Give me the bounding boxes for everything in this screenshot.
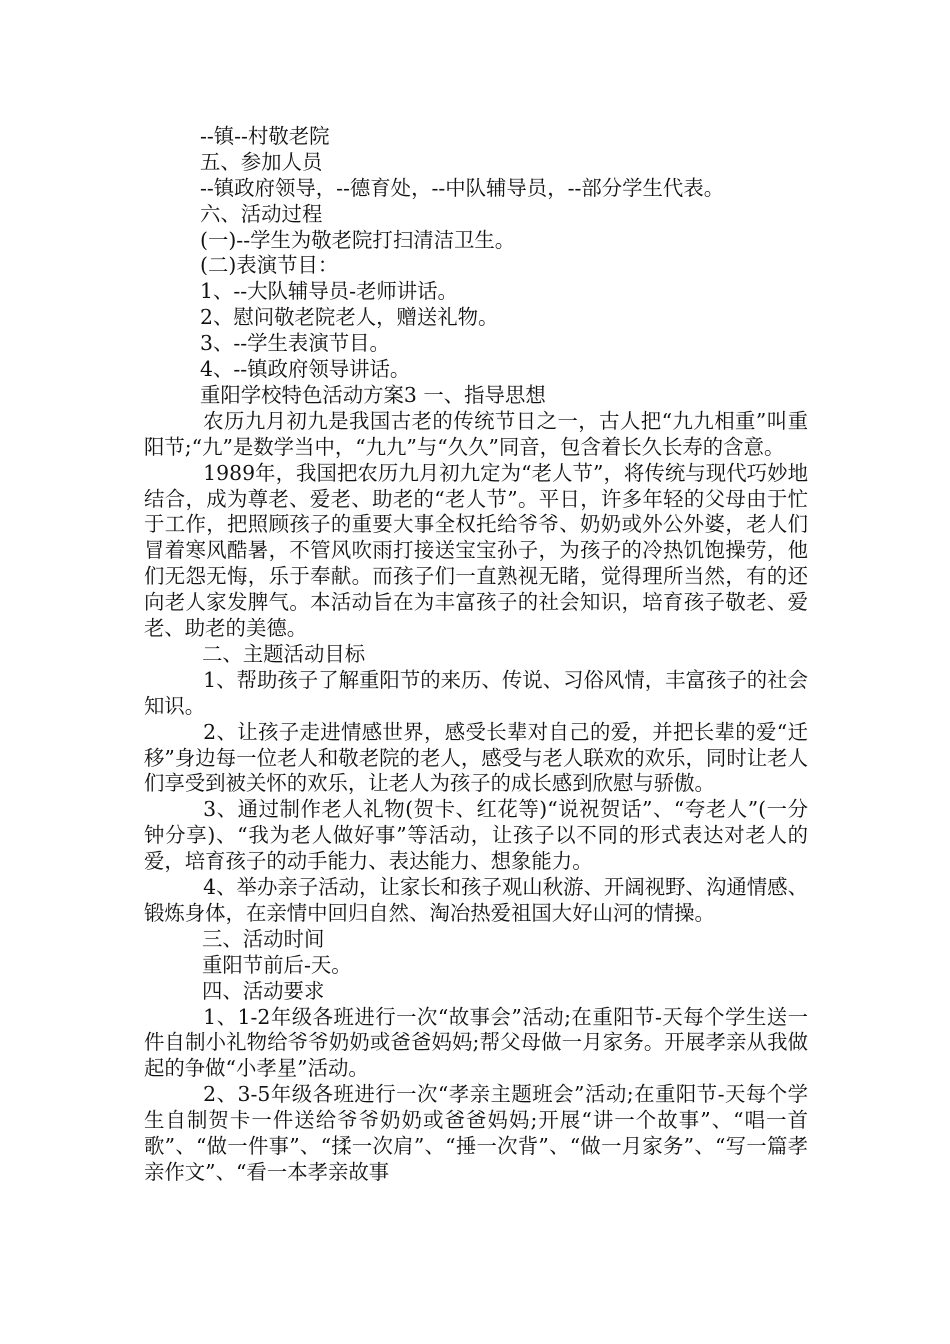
- paragraph: 农历九月初九是我国古老的传统节日之一，古人把“九九相重”叫重阳节;“九”是数学当中，“九九”与“久久”同音，包含着长久长寿的含意。: [144, 408, 808, 459]
- section-heading: 五、参加人员: [200, 149, 323, 174]
- list-item: 3、--学生表演节目。: [200, 331, 390, 356]
- paragraph: 2、3-5年级各班进行一次“孝亲主题班会”活动;在重阳节-天每个学生自制贺卡一件送给爷爷奶奶或爸爸妈妈;开展“讲一个故事”、“唱一首歌”、“做一件事”、“揉一次肩”、“捶一次背”、“做一月家务”、“写一篇孝亲作文”、“看一本孝亲故事: [144, 1082, 808, 1185]
- text-line: --镇政府领导，--德育处，--中队辅导员，--部分学生代表。: [200, 175, 725, 200]
- list-item: 4、--镇政府领导讲话。: [200, 357, 411, 382]
- paragraph: 1、1-2年级各班进行一次“故事会”活动;在重阳节-天每个学生送一件自制小礼物给爷爷奶奶或爸爸妈妈;帮父母做一月家务。开展孝亲从我做起的争做“小孝星”活动。: [144, 1004, 808, 1081]
- paragraph: 3、通过制作老人礼物(贺卡、红花等)“说祝贺话”、“夸老人”(一分钟分享)、“我为老人做好事”等活动，让孩子以不同的形式表达对老人的爱，培育孩子的动手能力、表达能力、想象能力。: [144, 797, 808, 874]
- paragraph: 1989年，我国把农历九月初九定为“老人节”，将传统与现代巧妙地结合，成为尊老、爱老、助老的“老人节”。平日，许多年轻的父母由于忙于工作，把照顾孩子的重要大事全权托给爷爷、奶奶或外公外婆，老人们冒着寒风酷暑，不管风吹雨打接送宝宝孙子，为孩子的冷热饥饱操劳，他们无怨无悔，乐于奉献。而孩子们一直熟视无睹，觉得理所当然，有的还向老人家发脾气。本活动旨在为丰富孩子的社会知识，培育孩子敬老、爱老、助老的美德。: [144, 460, 808, 641]
- list-item: 1、--大队辅导员-老师讲话。: [200, 279, 458, 304]
- text-line: 重阳节前后-天。: [202, 952, 352, 977]
- document-title: 重阳学校特色活动方案3 一、指导思想: [200, 382, 546, 407]
- paragraph: 2、让孩子走进情感世界，感受长辈对自己的爱，并把长辈的爱“迁移”身边每一位老人和敬老院的老人，感受与老人联欢的欢乐，同时让老人们享受到被关怀的欢乐，让老人为孩子的成长感到欣慰与骄傲。: [144, 719, 808, 796]
- list-item: 2、慰问敬老院老人，赠送礼物。: [200, 305, 499, 330]
- text-line: (二)表演节目：: [200, 253, 339, 278]
- section-heading: 六、活动过程: [200, 201, 323, 226]
- section-heading: 二、主题活动目标: [202, 641, 366, 666]
- section-heading: 四、活动要求: [202, 978, 325, 1003]
- document-page: [144, 124, 808, 1186]
- text-line: --镇--村敬老院: [200, 124, 330, 148]
- section-heading: 三、活动时间: [202, 926, 325, 951]
- paragraph: 4、举办亲子活动，让家长和孩子观山秋游、开阔视野、沟通情感、锻炼身体，在亲情中回归自然、淘冶热爱祖国大好山河的情操。: [144, 875, 808, 925]
- text-line: (一)--学生为敬老院打扫清洁卫生。: [200, 227, 516, 252]
- paragraph: 1、帮助孩子了解重阳节的来历、传说、习俗风情，丰富孩子的社会知识。: [144, 667, 808, 718]
